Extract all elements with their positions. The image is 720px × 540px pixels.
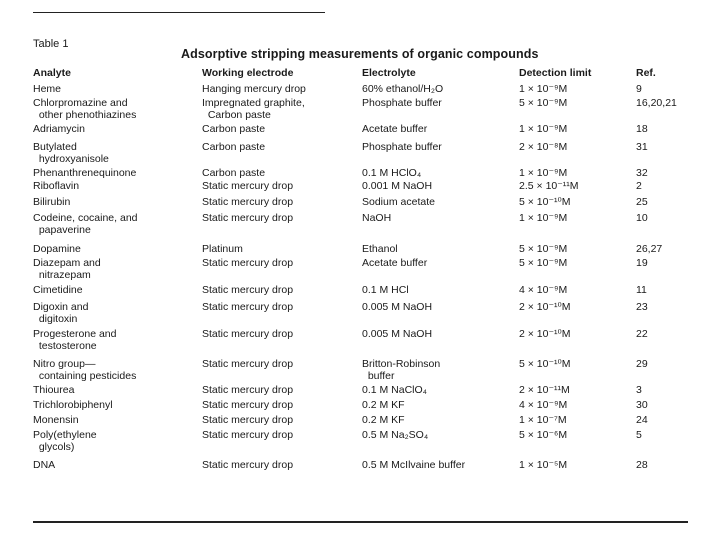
cell-ref: 22 (636, 328, 648, 340)
cell-electrode: Impregnated graphite, Carbon paste (202, 97, 305, 121)
cell-analyte: Codeine, cocaine, and papaverine (33, 212, 138, 236)
cell-ref: 23 (636, 301, 648, 313)
cell-electrode: Static mercury drop (202, 429, 294, 441)
cell-electrolyte: Acetate buffer (362, 123, 428, 135)
cell-ref: 3 (636, 384, 642, 396)
cell-detection-limit: 4 × 10⁻⁹M (519, 284, 568, 296)
cell-analyte: Dopamine (33, 243, 81, 255)
cell-ref: 10 (636, 212, 648, 224)
cell-detection-limit: 1 × 10⁻⁷M (519, 414, 567, 426)
cell-detection-limit: 5 × 10⁻⁹M (519, 257, 568, 269)
cell-ref: 28 (636, 459, 648, 471)
cell-ref: 24 (636, 414, 648, 426)
table-row (0, 301, 720, 329)
cell-electrolyte: 0.2 M KF (362, 399, 405, 411)
cell-electrode: Static mercury drop (202, 212, 294, 224)
cell-electrode: Hanging mercury drop (202, 83, 306, 95)
cell-analyte: Heme (33, 83, 62, 95)
cell-analyte: Riboflavin (33, 180, 80, 192)
cell-analyte: Nitro group— containing pesticides (33, 358, 137, 382)
bottom-rule (33, 521, 688, 523)
cell-analyte: Monensin (33, 414, 79, 426)
cell-electrolyte: 0.005 M NaOH (362, 328, 433, 340)
table-label: Table 1 (33, 38, 69, 50)
cell-analyte: Adriamycin (33, 123, 85, 135)
cell-detection-limit: 5 × 10⁻⁶M (519, 429, 568, 441)
cell-electrolyte: Acetate buffer (362, 257, 428, 269)
cell-analyte: Butylated hydroxyanisole (33, 141, 109, 165)
cell-detection-limit: 2.5 × 10⁻¹¹M (519, 180, 579, 192)
cell-detection-limit: 2 × 10⁻⁸M (519, 141, 568, 153)
cell-electrode: Static mercury drop (202, 301, 294, 313)
cell-analyte: Cimetidine (33, 284, 83, 296)
cell-detection-limit: 1 × 10⁻⁹M (519, 212, 568, 224)
cell-electrolyte: 0.5 M McIlvaine buffer (362, 459, 466, 471)
cell-electrolyte: Britton-Robinson buffer (362, 358, 441, 382)
cell-analyte: Thiourea (33, 384, 75, 396)
cell-analyte: Trichlorobiphenyl (33, 399, 113, 411)
cell-electrolyte: 60% ethanol/H₂O (362, 83, 444, 95)
cell-electrode: Static mercury drop (202, 414, 294, 426)
header-electrolyte: Electrolyte (362, 67, 416, 79)
table-title: Adsorptive stripping measurements of organic compounds (181, 47, 539, 61)
header-ref: Ref. (636, 67, 656, 79)
cell-electrolyte: 0.1 M HClO₄ (362, 167, 422, 179)
cell-analyte: Digoxin and digitoxin (33, 301, 89, 325)
cell-detection-limit: 1 × 10⁻⁹M (519, 83, 568, 95)
cell-ref: 29 (636, 358, 648, 370)
cell-analyte: Phenanthrenequinone (33, 167, 137, 179)
cell-electrode: Static mercury drop (202, 384, 294, 396)
table-row (0, 429, 720, 457)
cell-detection-limit: 5 × 10⁻¹⁰M (519, 196, 571, 208)
table-row (0, 97, 720, 125)
cell-ref: 30 (636, 399, 648, 411)
cell-detection-limit: 1 × 10⁻⁹M (519, 123, 568, 135)
cell-electrode: Carbon paste (202, 141, 266, 153)
cell-analyte: Poly(ethylene glycols) (33, 429, 97, 453)
cell-ref: 5 (636, 429, 642, 441)
cell-electrolyte: 0.1 M NaClO₄ (362, 384, 427, 396)
cell-detection-limit: 1 × 10⁻⁹M (519, 167, 568, 179)
table-row (0, 358, 720, 386)
cell-ref: 18 (636, 123, 648, 135)
cell-electrode: Static mercury drop (202, 399, 294, 411)
cell-detection-limit: 5 × 10⁻⁹M (519, 97, 568, 109)
cell-ref: 2 (636, 180, 642, 192)
cell-electrolyte: Phosphate buffer (362, 141, 442, 153)
cell-detection-limit: 2 × 10⁻¹⁰M (519, 301, 571, 313)
cell-ref: 19 (636, 257, 648, 269)
cell-detection-limit: 5 × 10⁻⁹M (519, 243, 568, 255)
cell-electrode: Static mercury drop (202, 196, 294, 208)
cell-electrolyte: 0.005 M NaOH (362, 301, 433, 313)
cell-electrolyte: 0.2 M KF (362, 414, 405, 426)
cell-electrode: Carbon paste (202, 167, 266, 179)
table-row (0, 459, 720, 487)
cell-electrode: Static mercury drop (202, 284, 294, 296)
table-row (0, 328, 720, 356)
cell-ref: 9 (636, 83, 642, 95)
cell-analyte: Diazepam and nitrazepam (33, 257, 101, 281)
cell-electrolyte: Sodium acetate (362, 196, 435, 208)
table-row (0, 141, 720, 169)
cell-ref: 32 (636, 167, 648, 179)
cell-electrode: Static mercury drop (202, 358, 294, 370)
cell-ref: 31 (636, 141, 648, 153)
cell-electrolyte: Phosphate buffer (362, 97, 442, 109)
cell-detection-limit: 2 × 10⁻¹¹M (519, 384, 570, 396)
cell-electrolyte: NaOH (362, 212, 392, 224)
cell-electrode: Static mercury drop (202, 459, 294, 471)
cell-analyte: Progesterone and testosterone (33, 328, 117, 352)
cell-analyte: Chlorpromazine and other phenothiazines (33, 97, 137, 121)
cell-detection-limit: 1 × 10⁻⁵M (519, 459, 568, 471)
cell-detection-limit: 4 × 10⁻⁹M (519, 399, 568, 411)
cell-ref: 25 (636, 196, 648, 208)
header-detection-limit: Detection limit (519, 67, 592, 79)
cell-electrode: Platinum (202, 243, 243, 255)
table-row (0, 212, 720, 240)
header-working-electrode: Working electrode (202, 67, 294, 79)
cell-detection-limit: 2 × 10⁻¹⁰M (519, 328, 571, 340)
cell-electrode: Carbon paste (202, 123, 266, 135)
cell-electrolyte: Ethanol (362, 243, 398, 255)
cell-electrolyte: 0.5 M Na₂SO₄ (362, 429, 429, 441)
header-analyte: Analyte (33, 67, 71, 79)
cell-electrolyte: 0.1 M HCl (362, 284, 409, 296)
cell-analyte: Bilirubin (33, 196, 71, 208)
table-row (0, 257, 720, 285)
cell-ref: 16,20,21 (636, 97, 677, 109)
cell-electrode: Static mercury drop (202, 328, 294, 340)
cell-electrode: Static mercury drop (202, 180, 294, 192)
cell-electrode: Static mercury drop (202, 257, 294, 269)
cell-electrolyte: 0.001 M NaOH (362, 180, 433, 192)
cell-analyte: DNA (33, 459, 56, 471)
cell-ref: 11 (636, 284, 647, 296)
cell-ref: 26,27 (636, 243, 663, 255)
cell-detection-limit: 5 × 10⁻¹⁰M (519, 358, 571, 370)
